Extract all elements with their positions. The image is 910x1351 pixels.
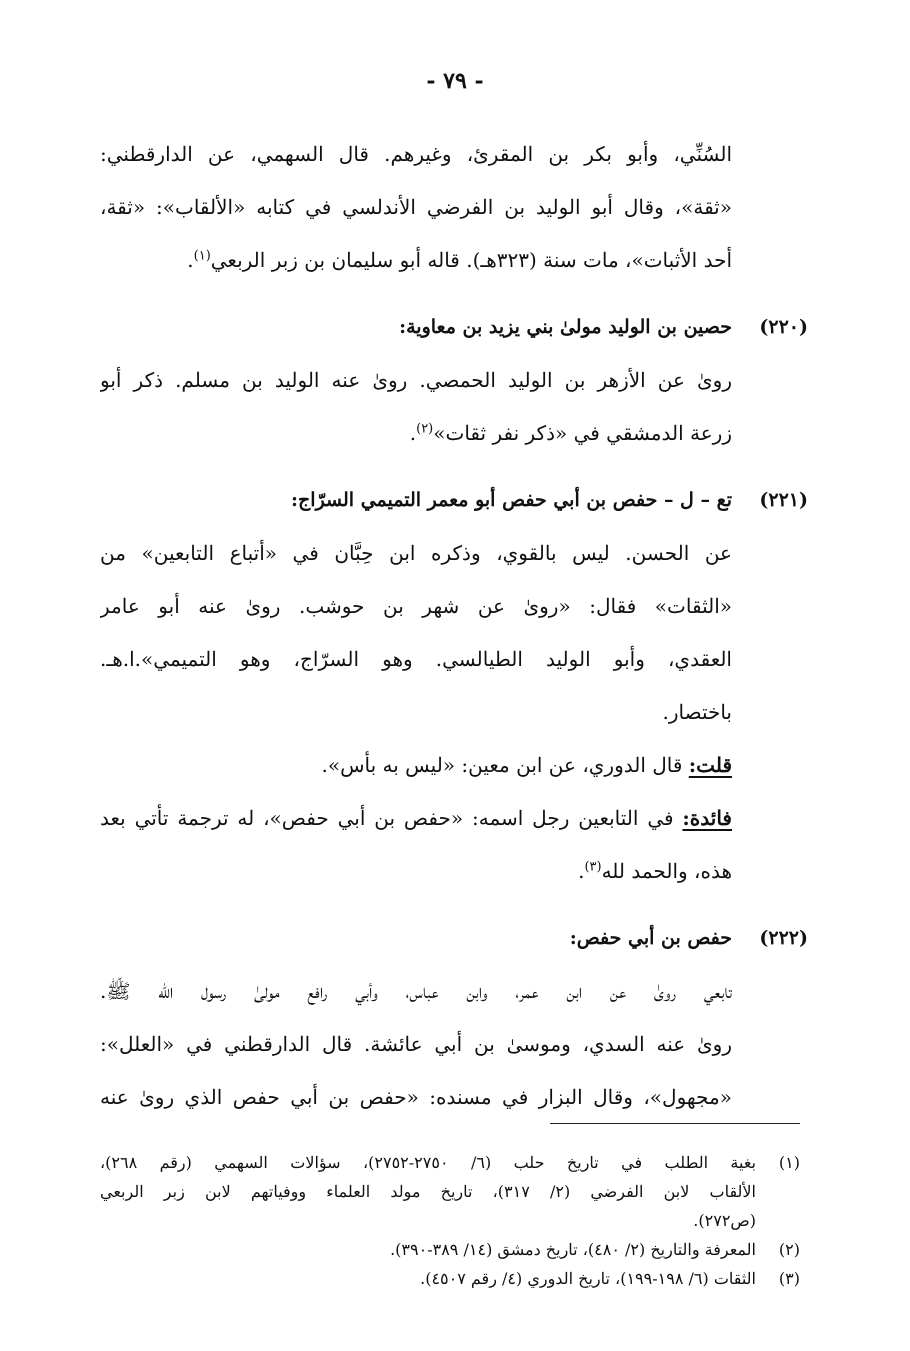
text-line: العقدي، وأبو الوليد الطيالسي. وهو السرّاج، وهو التميمي».ا.هـ.: [100, 647, 732, 671]
text-line: روىٰ عنه السدي، وموسىٰ بن أبي عائشة. قال الدارقطني في «العلل»:: [100, 1032, 732, 1056]
text-line: [100, 234, 732, 287]
footnote-line: الثقات (٦/ ١٩٨-١٩٩)، تاريخ الدوري (٤/ رقم ٤٥٠٧).: [420, 1269, 756, 1288]
text-line: «مجهول»، وقال البزار في مسنده: «حفص بن أبي حفص الذي روىٰ عنه: [100, 1085, 732, 1109]
footnote-ref[interactable]: (٣): [584, 859, 602, 875]
text-line: عن الحسن. ليس بالقوي، وذكره ابن حِبَّان في «أتباع التابعين» من: [100, 541, 732, 565]
footnote-ref[interactable]: (٢): [416, 421, 434, 437]
footnote-ref[interactable]: (١): [193, 248, 211, 264]
entry-number: (٢٢١): [759, 489, 808, 511]
page-number: - ٧٩ -: [426, 68, 484, 94]
text-span: هذه، والحمد لله: [601, 859, 732, 883]
text-line: «ثقة»، وقال أبو الوليد بن الفرضي الأندلسي في كتابه «الألقاب»: «ثقة،: [100, 195, 732, 219]
footnote-1: [100, 1148, 800, 1235]
text-line: [100, 407, 732, 460]
footnote-number: (١): [778, 1153, 800, 1172]
note-label: قلت:: [688, 753, 732, 777]
entry-title: تع – ل – حفص بن أبي حفص أبو معمر التميمي السرّاج:: [291, 489, 732, 511]
footnote-line: (ص٢٧٢).: [693, 1211, 756, 1230]
text-span: أحد الأثبات»، مات سنة (٣٢٣هـ). قاله أبو سليمان بن زبر الربعي: [210, 248, 732, 272]
entry-heading-221: [100, 474, 808, 527]
note-label: فائدة:: [682, 806, 732, 830]
entry-heading-222: [100, 912, 808, 965]
footnote-number: (٣): [778, 1269, 800, 1288]
footnote-line: بغية الطلب في تاريخ حلب (٦/ ٢٧٥٠-٢٧٥٢)، سؤالات السهمي (رقم ٢٦٨)،: [100, 1153, 756, 1172]
footnotes: [100, 1148, 800, 1293]
entry-title: حفص بن أبي حفص:: [569, 927, 732, 949]
text-line: تابعي روىٰ عن ابن عمر، وابن عباس، وأبي رافع مولىٰ رسول الله ﷺ.: [100, 979, 732, 1003]
entry-number: (٢٢٠): [759, 316, 808, 338]
footnote-line: الألقاب لابن الفرضي (٢/ ٣١٧)، تاريخ مولد العلماء ووفياتهم لابن زبر الربعي: [100, 1182, 756, 1201]
main-text: [100, 128, 808, 1124]
footnote-3: [100, 1264, 800, 1293]
text-span: .: [409, 421, 417, 445]
footnote-2: [100, 1235, 800, 1264]
text-line: [100, 739, 732, 792]
text-span: زرعة الدمشقي في «ذكر نفر ثقات»: [433, 421, 732, 445]
entry-heading-220: [100, 301, 808, 354]
footnote-line: المعرفة والتاريخ (٢/ ٤٨٠)، تاريخ دمشق (١٤/ ٣٨٩-٣٩٠).: [390, 1240, 756, 1259]
text-line: روىٰ عن الأزهر بن الوليد الحمصي. روىٰ عنه الوليد بن مسلم. ذكر أبو: [100, 368, 732, 392]
entry-title: حصين بن الوليد مولىٰ بني يزيد بن معاوية:: [399, 316, 732, 338]
text-line: [100, 792, 732, 845]
text-line: [100, 845, 732, 898]
footnote-number: (٢): [778, 1240, 800, 1259]
text-span: .: [578, 859, 585, 883]
text-span: .: [187, 248, 194, 272]
footnote-divider: [550, 1123, 800, 1124]
text-line: السُنِّي، وأبو بكر بن المقرئ، وغيرهم. قال السهمي، عن الدارقطني:: [100, 142, 732, 166]
text-span: قال الدوري، عن ابن معين: «ليس به بأس».: [321, 753, 689, 777]
text-span: في التابعين رجل اسمه: «حفص بن أبي حفص»، له ترجمة تأتي بعد: [100, 806, 683, 830]
entry-number: (٢٢٢): [759, 927, 808, 949]
text-line: باختصار.: [662, 700, 732, 724]
text-line: «الثقات» فقال: «روىٰ عن شهر بن حوشب. روىٰ عنه أبو عامر: [100, 594, 732, 618]
